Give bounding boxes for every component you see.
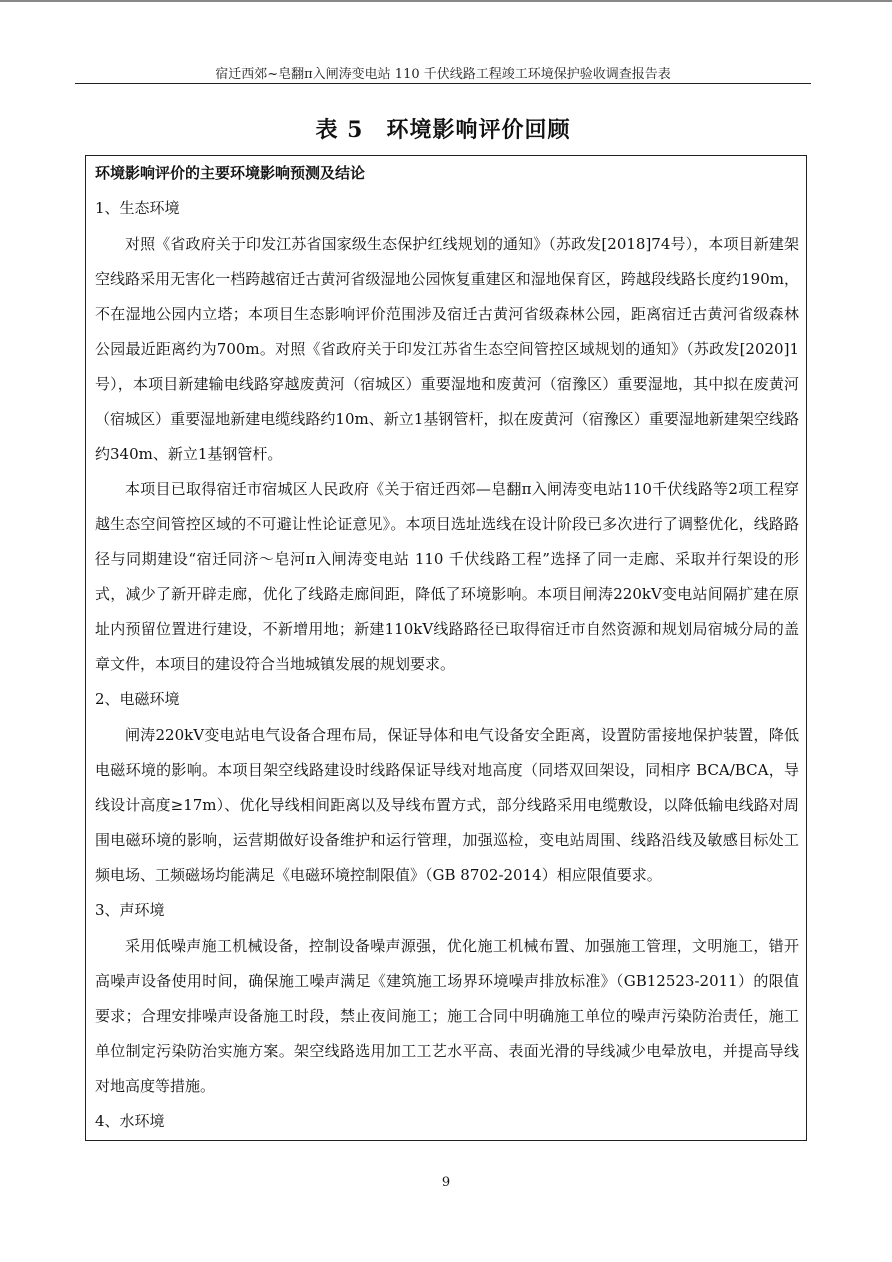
section-heading-electromagnetic: 2、电磁环境: [95, 690, 180, 708]
section-heading-ecology: 1、生态环境: [95, 199, 180, 217]
paragraph-ecology-1: 对照《省政府关于印发江苏省国家级生态保护红线规划的通知》（苏政发[2018]74号），本项目新建架空线路采用无害化一档跨越宿迁古黄河省级湿地公园恢复重建区和湿地保育区，跨越段线路长度约190m，不在湿地公园内立塔；本项目生态影响评价范围涉及宿迁古黄河省级森林公园，距离宿迁古黄河省级森林公园最近距离约为700m。对照《省政府关于印发江苏省生态空间管控区域规划的通知》（苏政发[2020]1号），本项目新建输电线路穿越废黄河（宿城区）重要湿地和废黄河（宿豫区）重要湿地，其中拟在废黄河（宿城区）重要湿地新建电缆线路约10m、新立1基钢管杆，拟在废黄河（宿豫区）重要湿地新建架空线路约340m、新立1基钢管杆。: [95, 235, 799, 463]
running-header: 宿迁西郊~皂翻π入闸涛变电站 110 千伏线路工程竣工环境保护验收调查报告表: [215, 67, 671, 82]
paragraph-ecology-2: 本项目已取得宿迁市宿城区人民政府《关于宿迁西郊—皂翻π入闸涛变电站110千伏线路等2项工程穿越生态空间管控区域的不可避让性论证意见》。本项目选址选线在设计阶段已多次进行了调整优化，线路路径与同期建设“宿迁同济～皂河π入闸涛变电站 110 千伏线路工程”选择了同一走廊、采取并行架设的形式，减少了新开辟走廊，优化了线路走廊间距，降低了环境影响。本项目闸涛220kV变电站间隔扩建在原址内预留位置进行建设，不新增用地；新建110kV线路路径已取得宿迁市自然资源和规划局宿城分局的盖章文件，本项目的建设符合当地城镇发展的规划要求。: [95, 480, 799, 673]
header-rule: [75, 83, 811, 84]
section-heading-water: 4、水环境: [95, 1112, 165, 1130]
section-heading-acoustic: 3、声环境: [95, 901, 165, 919]
paragraph-electromagnetic-1: 闸涛220kV变电站电气设备合理布局，保证导体和电气设备安全距离，设置防雷接地保护装置，降低电磁环境的影响。本项目架空线路建设时线路保证导线对地高度（同塔双回架设，同相序 BCA/BCA，导线设计高度≥17m）、优化导线相间距离以及导线布置方式，部分线路采用电缆敷设，以降低输电线路对周围电磁环境的影响，运营期做好设备维护和运行管理，加强巡检，变电站周围、线路沿线及敏感目标处工频电场、工频磁场均能满足《电磁环境控制限值》（GB 8702-2014）相应限值要求。: [95, 726, 799, 884]
table-heading: 环境影响评价的主要环境影响预测及结论: [95, 164, 366, 182]
page-number: 9: [441, 1175, 451, 1190]
paragraph-acoustic-1: 采用低噪声施工机械设备，控制设备噪声源强，优化施工机械布置、加强施工管理，文明施工，错开高噪声设备使用时间，确保施工噪声满足《建筑施工场界环境噪声排放标准》（GB12523-2011）的限值要求；合理安排噪声设备施工时段，禁止夜间施工；施工合同中明确施工单位的噪声污染防治责任，施工单位制定污染防治实施方案。架空线路选用加工工艺水平高、表面光滑的导线减少电晕放电，并提高导线对地高度等措施。: [95, 937, 799, 1095]
content-table-cell: [85, 155, 807, 1141]
page-top-border: [0, 0, 892, 2]
table-title: 表 5 环境影响评价回顾: [315, 117, 571, 143]
